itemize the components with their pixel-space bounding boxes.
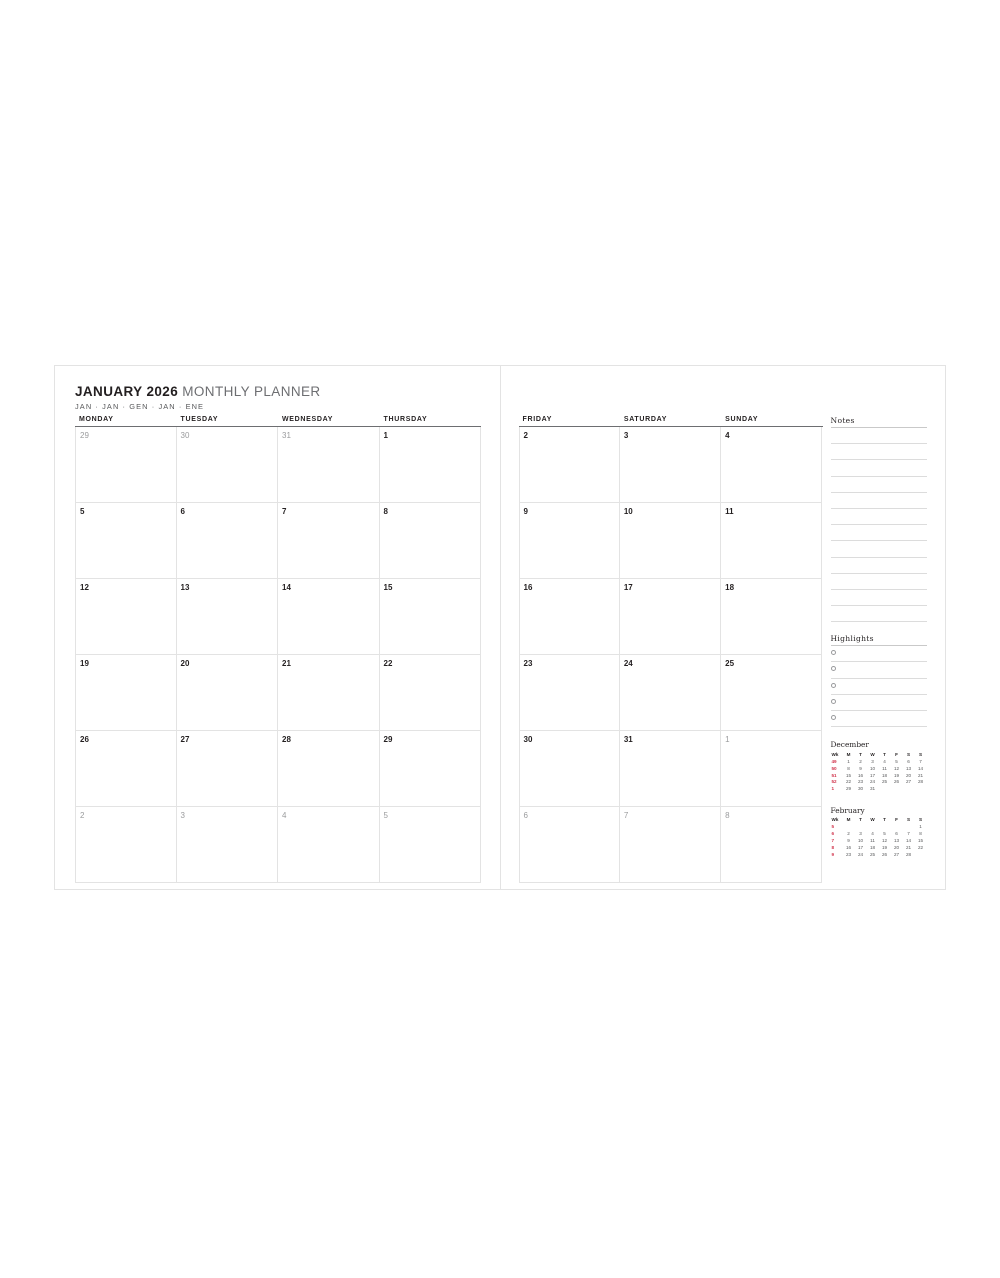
mini-header-s1: S	[906, 751, 911, 757]
day-cell[interactable]	[380, 427, 482, 503]
mini-day: 11	[870, 838, 875, 844]
mini-day: 4	[871, 831, 874, 837]
mini-day: 19	[893, 772, 900, 778]
highlight-item[interactable]	[831, 646, 927, 662]
day-cell[interactable]	[380, 655, 482, 731]
mini-header-t2: T	[883, 817, 886, 823]
day-number: 14	[282, 583, 291, 592]
day-number: 31	[623, 735, 633, 744]
mini-month-table	[831, 817, 927, 859]
mini-day: 21	[917, 772, 924, 778]
day-number: 29	[80, 431, 89, 440]
left-page	[55, 366, 501, 889]
notes-line[interactable]	[831, 541, 927, 557]
mini-day: 26	[881, 851, 888, 857]
day-cell[interactable]	[177, 655, 279, 731]
day-cell[interactable]	[75, 655, 177, 731]
mini-week-row	[831, 786, 927, 793]
mini-day: 17	[869, 772, 876, 778]
mini-day: 21	[905, 845, 912, 850]
day-number: 23	[523, 659, 533, 668]
mini-month-table	[831, 751, 927, 793]
notes-lines[interactable]	[831, 428, 927, 622]
day-cell[interactable]	[177, 807, 279, 883]
week-row	[519, 731, 823, 807]
mini-month-title: February	[830, 805, 865, 815]
mini-week-number: 52	[831, 779, 837, 785]
mini-header-row	[831, 751, 927, 758]
highlight-item[interactable]	[831, 679, 927, 695]
mini-week-row	[831, 851, 927, 858]
mini-day: 8	[847, 765, 850, 771]
notes-line[interactable]	[831, 460, 927, 476]
mini-day: 27	[893, 851, 900, 857]
week-row	[75, 503, 481, 579]
day-number: 6	[180, 507, 185, 516]
mini-day: 12	[881, 838, 888, 844]
highlights-label: Highlights	[831, 634, 927, 646]
mini-day: 1	[847, 758, 850, 764]
day-cell[interactable]	[278, 655, 380, 731]
day-cell[interactable]	[278, 807, 380, 883]
mini-day: 6	[907, 758, 910, 764]
mini-day: 9	[859, 765, 862, 771]
week-row	[519, 655, 823, 731]
mini-week-number: 1	[831, 786, 835, 792]
day-cell[interactable]	[620, 503, 721, 579]
mini-week-row	[831, 831, 927, 838]
day-number: 27	[180, 735, 190, 744]
mini-day: 9	[847, 838, 850, 844]
mini-day: 31	[869, 786, 876, 792]
mini-day: 20	[893, 845, 900, 850]
mini-day: 14	[905, 838, 912, 844]
weekday-saturday: SATURDAY	[623, 416, 668, 423]
mini-week-number: 9	[831, 851, 835, 857]
mini-week-number: 50	[831, 765, 837, 771]
mini-day: 7	[907, 831, 910, 837]
circle-checkbox-icon[interactable]	[831, 683, 836, 688]
mini-day: 10	[869, 765, 876, 771]
mini-header-f: F	[895, 817, 898, 823]
mini-day: 5	[895, 758, 898, 764]
day-number: 7	[623, 811, 629, 820]
day-number: 1	[383, 431, 388, 440]
mini-day	[879, 824, 891, 831]
day-cell[interactable]	[177, 427, 279, 503]
day-number: 31	[282, 431, 291, 440]
day-number: 6	[523, 811, 528, 820]
highlight-item[interactable]	[831, 662, 927, 678]
day-number: 19	[80, 659, 89, 668]
day-number: 12	[80, 583, 89, 592]
mini-day: 20	[905, 772, 912, 778]
month-languages-label: JAN · JAN · GEN · JAN · ENE	[75, 402, 205, 411]
weekday-header-row-left	[75, 416, 481, 427]
day-number: 2	[523, 431, 528, 440]
mini-day	[867, 824, 879, 831]
circle-checkbox-icon[interactable]	[831, 715, 836, 720]
day-cell[interactable]	[620, 731, 721, 807]
right-page	[501, 366, 946, 889]
day-number: 5	[80, 507, 85, 516]
mini-week-number: 49	[831, 758, 837, 764]
day-cell[interactable]	[380, 503, 482, 579]
day-number: 13	[180, 583, 190, 592]
mini-header-s1: S	[906, 817, 911, 823]
mini-day: 16	[857, 772, 864, 778]
mini-week-number: 7	[831, 838, 835, 844]
day-cell[interactable]	[620, 579, 721, 655]
mini-calendar-december	[831, 740, 927, 793]
day-cell[interactable]	[519, 503, 620, 579]
day-number: 24	[623, 659, 633, 668]
mini-day: 12	[893, 765, 900, 771]
mini-day: 15	[845, 772, 852, 778]
mini-header-w: W	[870, 751, 875, 757]
mini-day: 30	[857, 786, 864, 792]
mini-week-row	[831, 844, 927, 851]
day-cell[interactable]	[519, 655, 620, 731]
day-cell[interactable]	[278, 427, 380, 503]
day-cell[interactable]	[177, 579, 279, 655]
page-header	[75, 384, 321, 411]
mini-week-number: 6	[831, 831, 835, 837]
mini-day: 19	[881, 845, 888, 850]
mini-day: 13	[893, 838, 900, 844]
day-number: 18	[725, 583, 735, 592]
mini-day: 28	[917, 779, 924, 785]
mini-day: 22	[845, 779, 852, 785]
weekday-wednesday: WEDNESDAY	[282, 416, 334, 423]
week-row	[75, 427, 481, 503]
day-cell[interactable]	[75, 731, 177, 807]
weekday-thursday: THURSDAY	[383, 416, 428, 423]
mini-day: 18	[881, 772, 888, 778]
week-row	[75, 655, 481, 731]
day-cell[interactable]	[380, 731, 482, 807]
mini-day: 6	[895, 831, 898, 837]
day-number: 4	[282, 811, 287, 820]
day-cell[interactable]	[177, 503, 279, 579]
week-row	[519, 807, 823, 883]
notes-line[interactable]	[831, 558, 927, 574]
day-number: 4	[725, 431, 730, 440]
mini-day	[903, 824, 915, 831]
day-number: 3	[180, 811, 185, 820]
day-number: 25	[725, 659, 735, 668]
highlight-item[interactable]	[831, 711, 927, 727]
day-cell[interactable]	[721, 579, 822, 655]
circle-checkbox-icon[interactable]	[831, 666, 836, 671]
day-cell[interactable]	[721, 503, 822, 579]
mini-day: 24	[869, 779, 876, 785]
day-number: 28	[282, 735, 291, 744]
mini-day: 16	[845, 845, 852, 850]
day-cell[interactable]	[278, 503, 380, 579]
mini-day: 28	[905, 851, 912, 857]
day-number: 11	[725, 507, 734, 516]
mini-header-wk: Wk	[831, 817, 839, 823]
mini-day	[915, 786, 927, 793]
notes-line[interactable]	[831, 606, 927, 622]
mini-day	[855, 824, 867, 831]
mini-header-w: W	[870, 817, 875, 823]
week-row	[75, 579, 481, 655]
day-cell[interactable]	[75, 503, 177, 579]
mini-day	[843, 824, 855, 831]
notes-line[interactable]	[831, 590, 927, 606]
mini-day: 23	[857, 779, 864, 785]
highlight-item[interactable]	[831, 695, 927, 711]
mini-day	[915, 851, 927, 858]
mini-header-m: M	[846, 817, 851, 823]
mini-day: 24	[857, 851, 864, 857]
month-year-label: JANUARY 2026	[75, 384, 179, 399]
side-rail	[831, 416, 927, 858]
week-row	[519, 579, 823, 655]
calendar-grid-right	[519, 416, 823, 883]
mini-week-row	[831, 758, 927, 765]
weekday-header-row-right	[519, 416, 823, 427]
mini-day: 18	[869, 845, 876, 850]
mini-header-s2: S	[918, 751, 923, 757]
mini-day: 17	[857, 845, 864, 850]
mini-day: 15	[917, 838, 924, 844]
mini-month-title: December	[830, 740, 869, 750]
week-row	[75, 731, 481, 807]
day-cell[interactable]	[278, 579, 380, 655]
mini-day: 23	[845, 851, 852, 857]
week-row	[75, 807, 481, 883]
day-number: 1	[725, 735, 730, 744]
page-title	[75, 384, 321, 399]
mini-day: 29	[845, 786, 852, 792]
day-number: 7	[282, 507, 287, 516]
weekday-friday: FRIDAY	[522, 416, 553, 423]
day-cell[interactable]	[620, 807, 721, 883]
mini-header-s2: S	[918, 817, 923, 823]
day-number: 9	[523, 507, 528, 516]
mini-week-row	[831, 837, 927, 844]
mini-week-row	[831, 772, 927, 779]
mini-day	[903, 786, 915, 793]
day-cell[interactable]	[519, 807, 620, 883]
mini-day: 26	[893, 779, 900, 785]
day-cell[interactable]	[380, 579, 482, 655]
highlights-section	[831, 634, 927, 727]
day-cell[interactable]	[177, 731, 279, 807]
day-number: 21	[282, 659, 291, 668]
mini-week-row	[831, 765, 927, 772]
mini-day: 25	[869, 851, 876, 857]
mini-day: 22	[917, 845, 924, 850]
weekday-tuesday: TUESDAY	[180, 416, 219, 423]
mini-day: 3	[859, 831, 862, 837]
mini-day: 7	[919, 758, 922, 764]
notes-line[interactable]	[831, 477, 927, 493]
mini-day	[891, 786, 903, 793]
notes-line[interactable]	[831, 509, 927, 525]
weekday-monday: MONDAY	[79, 416, 114, 423]
mini-header-m: M	[846, 751, 851, 757]
circle-checkbox-icon[interactable]	[831, 699, 836, 704]
mini-day: 5	[883, 831, 886, 837]
day-number: 22	[383, 659, 393, 668]
mini-header-t2: T	[883, 751, 886, 757]
notes-line[interactable]	[831, 444, 927, 460]
mini-week-number: 5	[831, 824, 835, 830]
mini-header-t1: T	[859, 751, 862, 757]
planner-spread	[54, 365, 946, 890]
day-number: 2	[80, 811, 85, 820]
day-number: 5	[383, 811, 388, 820]
day-number: 3	[623, 431, 629, 440]
day-number: 30	[523, 735, 533, 744]
week-row	[519, 427, 823, 503]
circle-checkbox-icon[interactable]	[831, 650, 836, 655]
notes-line[interactable]	[831, 525, 927, 541]
mini-header-f: F	[895, 751, 898, 757]
mini-day: 2	[847, 831, 850, 837]
mini-day: 4	[883, 758, 886, 764]
mini-week-row	[831, 824, 927, 831]
day-cell[interactable]	[519, 579, 620, 655]
mini-day: 11	[882, 765, 887, 771]
day-cell[interactable]	[721, 807, 822, 883]
mini-day: 25	[881, 779, 888, 785]
mini-day: 8	[919, 831, 922, 837]
day-number: 26	[80, 735, 89, 744]
day-cell[interactable]	[721, 655, 822, 731]
day-number: 8	[383, 507, 388, 516]
day-cell[interactable]	[721, 731, 822, 807]
day-cell[interactable]	[519, 731, 620, 807]
day-cell[interactable]	[75, 427, 177, 503]
day-number: 30	[180, 431, 190, 440]
mini-header-row	[831, 817, 927, 824]
day-cell[interactable]	[620, 427, 721, 503]
weekday-sunday: SUNDAY	[725, 416, 759, 423]
day-cell[interactable]	[75, 579, 177, 655]
day-cell[interactable]	[75, 807, 177, 883]
day-number: 17	[623, 583, 633, 592]
mini-day: 10	[857, 838, 864, 844]
notes-label: Notes	[831, 416, 927, 428]
day-number: 8	[725, 811, 730, 820]
mini-header-wk: Wk	[831, 751, 839, 757]
day-number: 29	[383, 735, 393, 744]
mini-day: 2	[859, 758, 862, 764]
calendar-grid-left	[75, 416, 481, 883]
doc-type-label: MONTHLY PLANNER	[182, 384, 321, 399]
mini-week-number: 51	[831, 772, 837, 778]
day-cell[interactable]	[620, 655, 721, 731]
mini-day: 13	[905, 765, 912, 771]
mini-day	[879, 786, 891, 793]
notes-line[interactable]	[831, 574, 927, 590]
day-number: 20	[180, 659, 190, 668]
day-cell[interactable]	[519, 427, 620, 503]
notes-line[interactable]	[831, 428, 927, 444]
mini-day: 1	[919, 824, 922, 830]
mini-day: 27	[905, 779, 912, 785]
mini-week-number: 8	[831, 845, 835, 850]
mini-calendar-february	[831, 806, 927, 859]
day-cell[interactable]	[721, 427, 822, 503]
mini-week-row	[831, 779, 927, 786]
notes-line[interactable]	[831, 493, 927, 509]
day-number: 16	[523, 583, 533, 592]
day-cell[interactable]	[380, 807, 482, 883]
day-number: 10	[623, 507, 633, 516]
day-number: 15	[383, 583, 393, 592]
mini-header-t1: T	[859, 817, 862, 823]
day-cell[interactable]	[278, 731, 380, 807]
mini-day: 3	[871, 758, 874, 764]
mini-day: 14	[917, 765, 924, 771]
week-row	[519, 503, 823, 579]
mini-day	[891, 824, 903, 831]
